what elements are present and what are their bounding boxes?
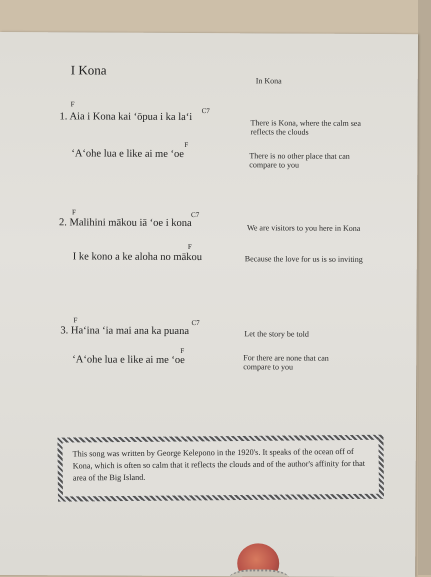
ornament-figure-base — [229, 569, 289, 577]
song-title-translation: In Kona — [255, 76, 282, 86]
song-note-text: This song was written by George Kelepono in the 1920's. It speaks of the ocean off of Kona, which is often so calm that it reflects the clouds and of the author's affinity for that area of the Big Island. — [62, 440, 378, 497]
background-top — [0, 0, 431, 34]
verse-1-line-1-translation: There is Kona, where the calm sea reflects the clouds — [250, 118, 361, 137]
chord-c7: C7 — [191, 211, 200, 220]
chord-c7: C7 — [201, 107, 210, 116]
verse-3-line-2: ʻAʻohe lua e like ai me ʻoe — [72, 354, 185, 366]
chord-f: F — [187, 242, 192, 252]
verse-number: 1. — [59, 111, 68, 123]
verse-number: 3. — [60, 325, 69, 337]
verse-1-line-2: ʻAʻohe lua e like ai me ʻoe — [71, 148, 184, 160]
verse-1-line-2-translation: There is no other place that can compare to you — [249, 151, 350, 170]
chord-f: F — [180, 346, 185, 355]
song-title: I Kona — [70, 62, 107, 78]
verse-2-line-2: I ke kono a ke aloha no mākou — [72, 251, 203, 264]
chord-f: F — [73, 316, 78, 325]
chord-f: F — [184, 140, 189, 149]
verse-2-line-2-translation: Because the love for us is so inviting — [244, 254, 363, 264]
verse-3-line-1 — [60, 325, 189, 337]
background-edge — [418, 0, 431, 575]
lyric-text: Malihini mākou iā ʻoe i kona — [69, 217, 192, 230]
songbook-page — [0, 32, 418, 577]
lyric-text: Haʻina ʻia mai ana ka puana — [70, 325, 190, 337]
song-note-box — [57, 435, 384, 502]
chord-f: F — [70, 100, 75, 109]
verse-1-line-1 — [60, 111, 193, 123]
verse-number: 2. — [58, 217, 67, 229]
verse-2-line-1-translation: We are visitors to you here in Kona — [246, 223, 361, 233]
chord-f: F — [72, 208, 76, 217]
verse-3-line-1-translation: Let the story be told — [244, 329, 309, 339]
chord-c7: C7 — [191, 319, 200, 328]
verse-3-line-2-translation: For there are none that can compare to you — [243, 353, 329, 372]
verse-2-line-1 — [59, 217, 192, 229]
lyric-text: Aia i Kona kai ʻōpua i ka laʻi — [69, 111, 193, 124]
